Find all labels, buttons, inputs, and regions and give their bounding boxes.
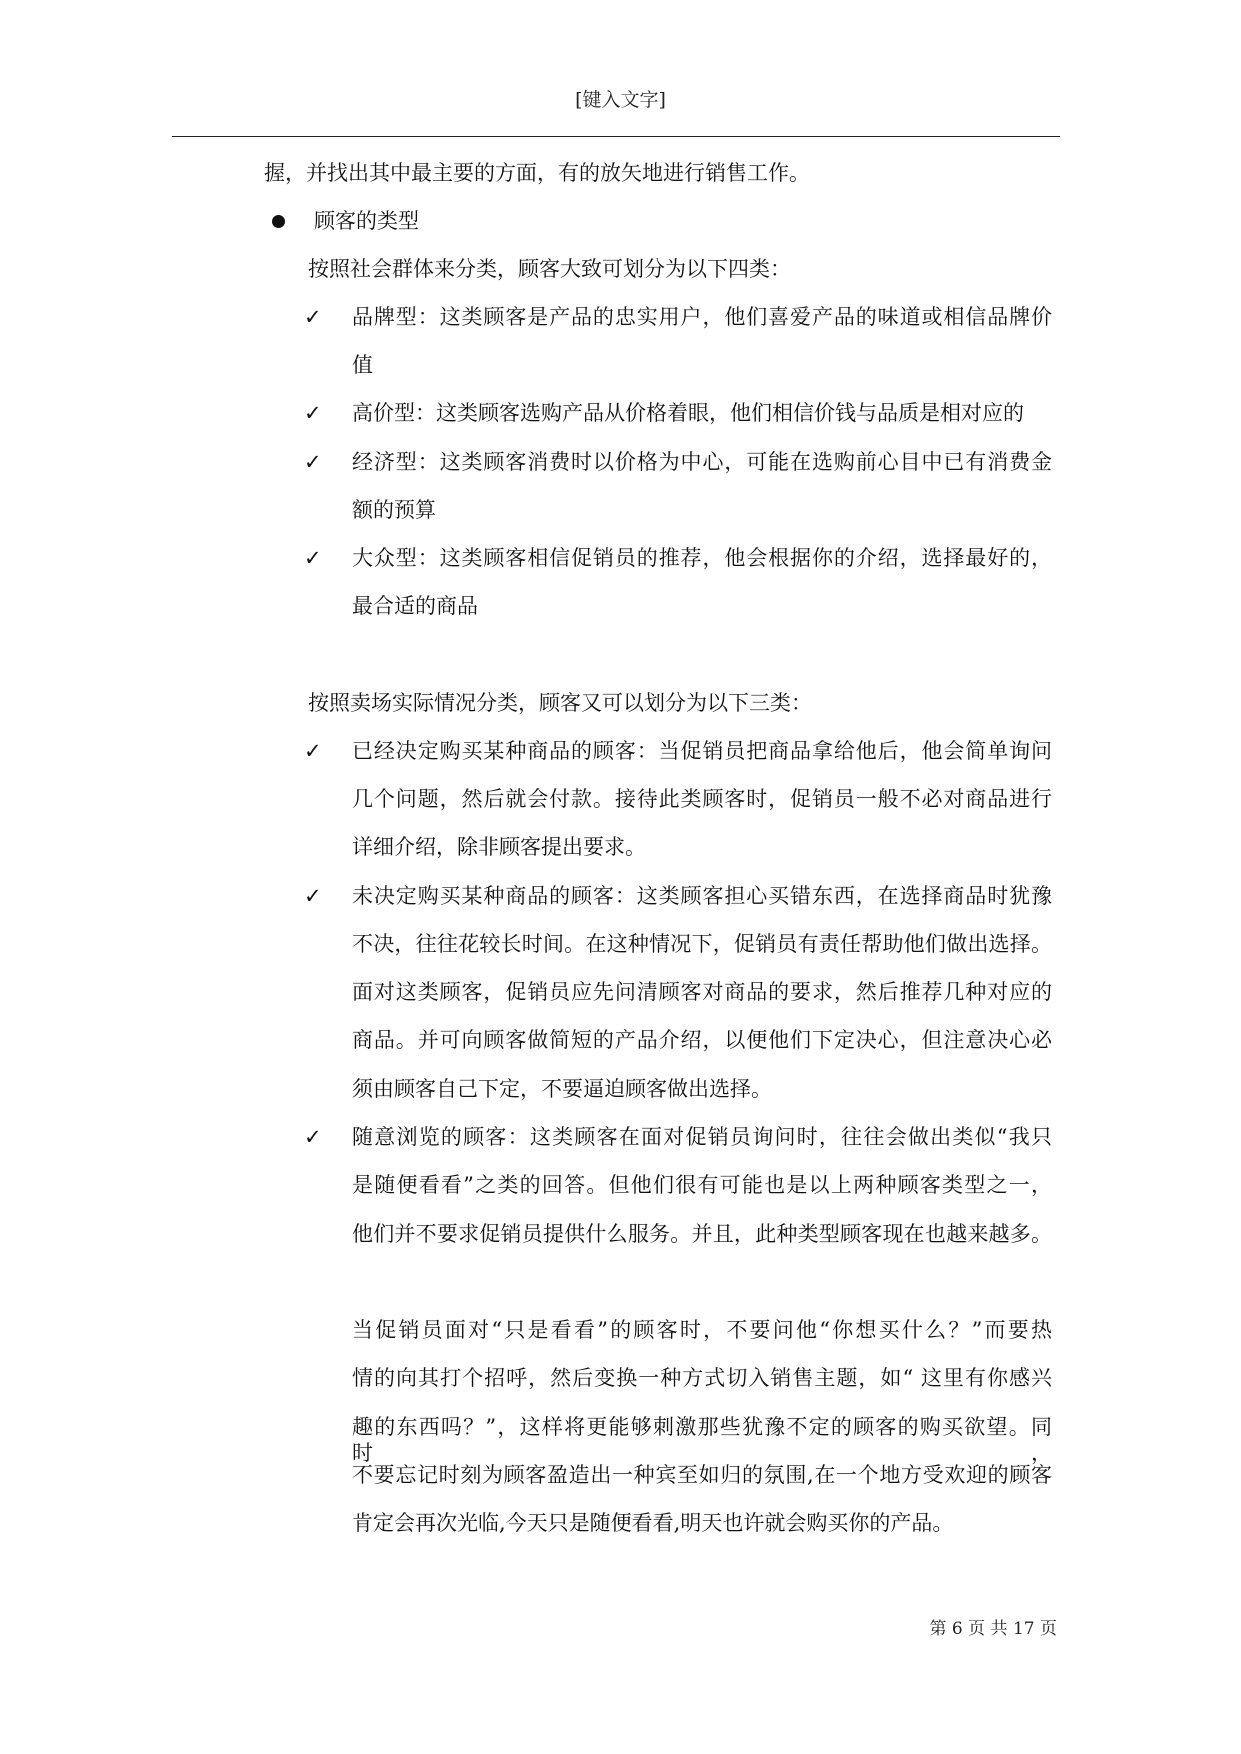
- checkmark-icon: ✓: [304, 450, 322, 474]
- page-number: 第 6 页 共 17 页: [929, 1619, 1057, 1639]
- list2-item-line: 已经决定购买某种商品的顾客：当促销员把商品拿给他后，他会简单询问: [352, 739, 1052, 763]
- list2-item-line: 未决定购买某种商品的顾客：这类顾客担心买错东西，在选择商品时犹豫: [352, 884, 1052, 908]
- list2-item-line: 不决，往往花较长时间。在这种情况下，促销员有责任帮助他们做出选择。: [352, 932, 1052, 956]
- checkmark-icon: ✓: [304, 305, 322, 329]
- list2-item-line: 须由顾客自己下定，不要逼迫顾客做出选择。: [352, 1077, 772, 1101]
- intro-paragraph-2: 按照卖场实际情况分类，顾客又可以划分为以下三类：: [308, 691, 812, 715]
- checkmark-icon: ✓: [304, 401, 322, 425]
- list1-item-line: 额的预算: [352, 498, 436, 522]
- list2-item-line: 商品。并可向顾客做简短的产品介绍，以便他们下定决心，但注意决心必: [352, 1028, 1052, 1052]
- closing-paragraph-line: 趣的东西吗？”，这样将更能够刺激那些犹豫不定的顾客的购买欲望。同时，: [352, 1415, 1052, 1465]
- page-header: [键入文字]: [575, 89, 666, 111]
- intro-paragraph-1: 按照社会群体来分类，顾客大致可划分为以下四类：: [308, 257, 791, 281]
- bullet-heading: 顾客的类型: [314, 209, 419, 233]
- list1-item-line: 高价型：这类顾客选购产品从价格着眼，他们相信价钱与品质是相对应的: [352, 401, 1024, 425]
- list1-item-line: 最合适的商品: [352, 594, 478, 618]
- list2-item-line: 面对这类顾客，促销员应先问清顾客对商品的要求，然后推荐几种对应的: [352, 980, 1052, 1004]
- closing-paragraph-line: 情的向其打个招呼，然后变换一种方式切入销售主题，如“ 这里有你感兴: [352, 1366, 1052, 1390]
- list2-item-line: 随意浏览的顾客：这类顾客在面对促销员询问时，往往会做出类似“我只: [352, 1125, 1052, 1149]
- list2-item-line: 他们并不要求促销员提供什么服务。并且，此种类型顾客现在也越来越多。: [352, 1222, 1052, 1246]
- filled-circle-bullet-icon: [272, 215, 285, 228]
- closing-paragraph-line: 当促销员面对“只是看看”的顾客时，不要问他“你想买什么？”而要热: [352, 1318, 1052, 1342]
- list2-item-line: 详细介绍，除非顾客提出要求。: [352, 835, 646, 859]
- closing-paragraph-line: 不要忘记时刻为顾客盈造出一种宾至如归的氛围,在一个地方受欢迎的顾客: [352, 1463, 1052, 1487]
- checkmark-icon: ✓: [304, 546, 322, 570]
- checkmark-icon: ✓: [304, 1125, 322, 1149]
- checkmark-icon: ✓: [304, 739, 322, 763]
- list2-item-line: 几个问题，然后就会付款。接待此类顾客时，促销员一般不必对商品进行: [352, 787, 1052, 811]
- header-divider: [172, 136, 1060, 137]
- continuation-text: 握，并找出其中最主要的方面，有的放矢地进行销售工作。: [264, 161, 810, 185]
- list1-item-line: 品牌型：这类顾客是产品的忠实用户，他们喜爱产品的味道或相信品牌价: [352, 305, 1052, 329]
- list1-item-line: 大众型：这类顾客相信促销员的推荐，他会根据你的介绍，选择最好的，: [352, 546, 1052, 570]
- closing-paragraph-line: 肯定会再次光临,今天只是随便看看,明天也许就会购买你的产品。: [352, 1511, 954, 1535]
- list1-item-line: 值: [352, 353, 373, 377]
- checkmark-icon: ✓: [304, 884, 322, 908]
- list2-item-line: 是随便看看”之类的回答。但他们很有可能也是以上两种顾客类型之一，: [352, 1173, 1052, 1197]
- list1-item-line: 经济型：这类顾客消费时以价格为中心，可能在选购前心目中已有消费金: [352, 450, 1052, 474]
